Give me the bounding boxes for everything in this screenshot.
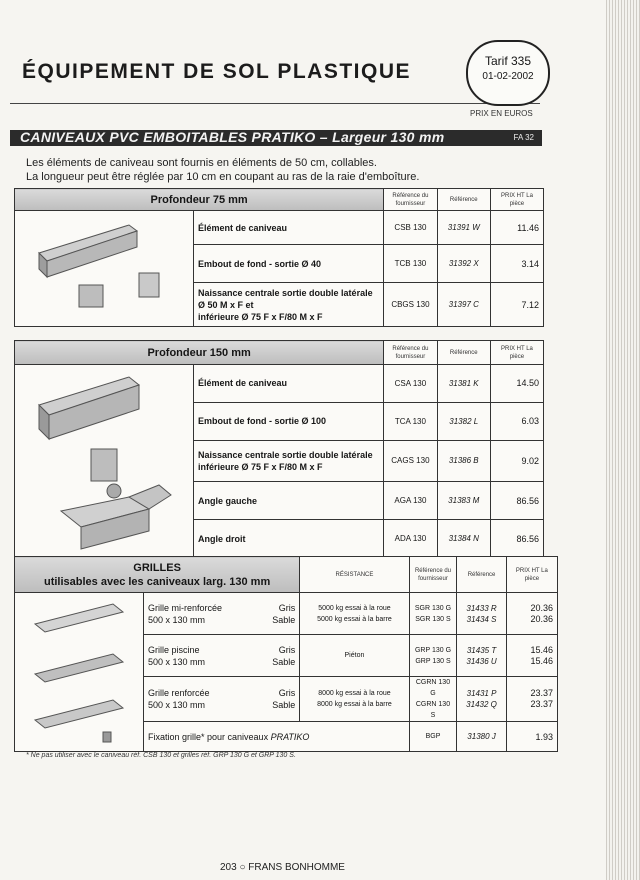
supplier-ref: CGRN 130 G — [415, 679, 451, 697]
currency-note: PRIX EN EUROS — [470, 109, 533, 118]
fixation-brand: PRATIKO — [270, 731, 310, 742]
grille-illustration-icon — [19, 596, 139, 746]
item-desc: Embout de fond - sortie Ø 40 — [194, 245, 384, 283]
grille-color: Gris — [278, 602, 296, 613]
desc-line: inférieure Ø 75 F x F/80 M x F — [198, 461, 323, 472]
grille-name-line — [148, 602, 295, 614]
banner-code: FA 32 — [513, 133, 534, 142]
item-price: 20.36 — [530, 602, 553, 613]
grille-size-line — [148, 614, 295, 626]
supplier-ref: GRP 130 S — [415, 657, 451, 665]
item-ref: 31381 K — [437, 365, 490, 403]
supplier-ref: SGR 130 S — [415, 615, 451, 623]
supplier-ref: BGP — [409, 722, 457, 752]
item-ref: 31391 W — [437, 211, 490, 245]
item-ref: 31382 L — [437, 402, 490, 440]
item-price: 20.36 — [530, 613, 553, 624]
price-cell — [506, 677, 557, 722]
supplier-ref: CAGS 130 — [384, 440, 437, 482]
supplier-ref: TCA 130 — [384, 402, 437, 440]
grille-color: Sable — [272, 614, 296, 625]
grille-color: Gris — [278, 688, 296, 698]
resistance-cell — [300, 635, 409, 677]
grille-cell — [144, 677, 300, 722]
item-ref: 31397 C — [437, 283, 490, 327]
resistance-value: 5000 kg essai à la roue — [318, 604, 391, 612]
table-profondeur-75 — [14, 188, 544, 327]
resistance-value: 8000 kg essai à la roue — [318, 690, 391, 697]
item-ref: 31380 J — [457, 722, 506, 752]
item-price: 15.46 — [530, 655, 553, 666]
table-profondeur-150 — [14, 340, 544, 558]
table-row — [15, 365, 544, 403]
item-desc: Embout de fond - sortie Ø 100 — [194, 402, 384, 440]
item-ref: 31436 U — [466, 656, 497, 666]
col-resistance: RÉSISTANCE — [300, 557, 409, 593]
intro-text — [26, 156, 419, 184]
page-footer: 203 ○ FRANS BONHOMME — [220, 862, 345, 873]
item-price: 23.37 — [530, 699, 553, 709]
price-cell — [506, 635, 557, 677]
col-reference: Référence — [457, 557, 506, 593]
supplier-cell — [409, 635, 457, 677]
ref-cell — [457, 593, 506, 635]
col-prix: PRIX HT La pièce — [490, 341, 543, 365]
item-ref: 31392 X — [437, 245, 490, 283]
grille-size: 500 x 130 mm — [148, 656, 206, 667]
fixation-label: Fixation grille* pour caniveaux — [148, 731, 271, 742]
supplier-ref: SGR 130 G — [414, 604, 452, 612]
item-desc — [194, 283, 384, 327]
desc-line: inférieure Ø 75 F x F/80 M x F — [198, 311, 323, 322]
channel-illustration-icon — [19, 213, 189, 323]
col-ref-fournisseur: Référence du fournisseur — [384, 341, 437, 365]
supplier-cell — [409, 677, 457, 722]
supplier-ref: ADA 130 — [384, 520, 437, 558]
grilles-title-line-2: utilisables avec les caniveaux larg. 130 mm — [43, 575, 271, 588]
resistance-cell — [300, 593, 409, 635]
ref-cell — [457, 635, 506, 677]
grille-color: Sable — [272, 656, 296, 667]
item-ref: 31433 R — [466, 603, 497, 613]
grille-cell — [144, 593, 300, 635]
grille-color: Gris — [278, 644, 296, 655]
grilles-title-line-1: GRILLES — [133, 561, 181, 574]
grille-name-line — [148, 644, 295, 656]
item-desc — [194, 440, 384, 482]
table-row — [15, 211, 544, 245]
item-price: 7.12 — [490, 283, 543, 327]
resistance-value: Piéton — [344, 652, 365, 659]
item-ref: 31386 B — [437, 440, 490, 482]
section-title-150: Profondeur 150 mm — [15, 341, 384, 365]
grille-size: 500 x 130 mm — [148, 700, 206, 710]
supplier-ref: TCB 130 — [384, 245, 437, 283]
item-price: 1.93 — [506, 722, 557, 752]
item-price: 86.56 — [490, 520, 543, 558]
item-ref: 31432 Q — [466, 700, 497, 709]
supplier-ref: CSA 130 — [384, 365, 437, 403]
item-ref: 31435 T — [466, 645, 497, 655]
fixation-desc — [144, 722, 410, 752]
product-image-150 — [15, 365, 194, 558]
supplier-ref: CBGS 130 — [384, 283, 437, 327]
resistance-value: 8000 kg essai à la barre — [317, 701, 392, 708]
grille-color: Sable — [272, 700, 296, 710]
intro-line-2: La longueur peut être réglée par 10 cm en coupant au ras de la raie d'emboîture. — [26, 171, 420, 183]
grille-size-line — [148, 699, 295, 711]
item-price: 86.56 — [490, 482, 543, 520]
item-ref: 31431 P — [466, 689, 497, 698]
col-prix: PRIX HT La pièce — [490, 189, 543, 211]
grille-size-line — [148, 656, 295, 668]
channel-illustration-icon — [19, 365, 189, 555]
grilles-image — [15, 593, 144, 752]
supplier-cell — [409, 593, 457, 635]
tarif-badge — [466, 40, 550, 106]
ref-cell — [457, 677, 506, 722]
section-banner — [10, 130, 542, 146]
desc-line: Naissance centrale sortie double latérale — [198, 449, 373, 460]
section-title-75: Profondeur 75 mm — [15, 189, 384, 211]
price-cell — [506, 593, 557, 635]
item-ref: 31434 S — [466, 614, 497, 624]
grille-name-line — [148, 687, 295, 699]
item-ref: 31384 N — [437, 520, 490, 558]
supplier-ref: CSB 130 — [384, 211, 437, 245]
col-reference: Référence — [437, 189, 490, 211]
item-desc: Angle droit — [194, 520, 384, 558]
supplier-ref: GRP 130 G — [414, 646, 452, 654]
item-price: 3.14 — [490, 245, 543, 283]
item-ref: 31383 M — [437, 482, 490, 520]
item-price: 14.50 — [490, 365, 543, 403]
col-ref-fournisseur: Référence du fournisseur — [384, 189, 437, 211]
col-reference: Référence — [437, 341, 490, 365]
banner-title: CANIVEAUX PVC EMBOITABLES PRATIKO – Largeur 130 mm — [20, 129, 445, 145]
grilles-title — [15, 557, 300, 593]
page-edge-stack — [606, 0, 640, 880]
grille-name: Grille mi-renforcée — [148, 602, 223, 613]
desc-line: Naissance centrale sortie double latérale — [198, 287, 373, 298]
intro-line-1: Les éléments de caniveau sont fournis en éléments de 50 cm, collables. — [26, 157, 377, 169]
item-desc: Élément de caniveau — [194, 211, 384, 245]
title-rule — [10, 103, 540, 104]
item-price: 15.46 — [530, 644, 553, 655]
grille-name: Grille renforcée — [148, 688, 210, 698]
item-price: 23.37 — [530, 688, 553, 698]
table-grilles — [14, 556, 558, 752]
item-price: 6.03 — [490, 402, 543, 440]
grille-cell — [144, 635, 300, 677]
item-desc: Angle gauche — [194, 482, 384, 520]
tarif-date: 01-02-2002 — [482, 71, 534, 82]
col-ref-fournisseur: Référence du fournisseur — [409, 557, 457, 593]
item-desc: Élément de caniveau — [194, 365, 384, 403]
supplier-ref: CGRN 130 S — [415, 701, 451, 719]
item-price: 9.02 — [490, 440, 543, 482]
item-price: 11.46 — [490, 211, 543, 245]
page-title: ÉQUIPEMENT DE SOL PLASTIQUE — [22, 60, 411, 83]
resistance-cell — [300, 677, 409, 722]
grille-name: Grille piscine — [148, 644, 200, 655]
grille-size: 500 x 130 mm — [148, 614, 206, 625]
supplier-ref: AGA 130 — [384, 482, 437, 520]
table-row — [15, 593, 558, 635]
desc-line: Ø 50 M x F et — [198, 299, 254, 310]
footnote: * Ne pas utiliser avec le caniveau réf. CSB 130 et grilles réf. GRP 130 G et GRP 130 S. — [26, 752, 296, 759]
tarif-number: Tarif 335 — [484, 54, 532, 68]
product-image-75 — [15, 211, 194, 327]
col-prix: PRIX HT La pièce — [506, 557, 557, 593]
resistance-value: 5000 kg essai à la barre — [317, 615, 392, 623]
